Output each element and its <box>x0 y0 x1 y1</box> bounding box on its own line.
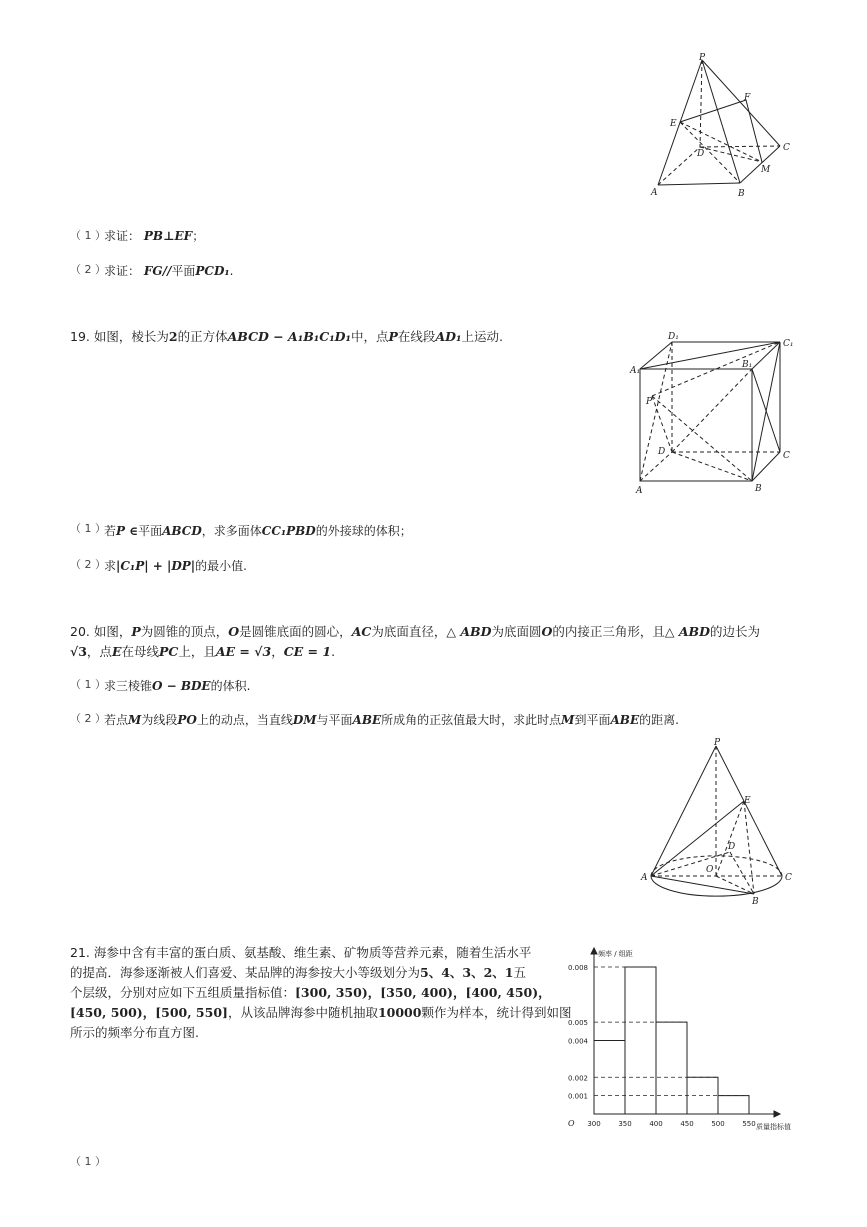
q18-part2-text: 求证： FG//平面PCD₁. <box>104 264 234 278</box>
x-tick-label: 450 <box>680 1120 694 1128</box>
q20-label: A <box>641 873 648 883</box>
q19-label: B <box>755 484 762 494</box>
q20-part1: （ 1 ） <box>70 678 106 691</box>
q19-label: C₁ <box>783 339 794 349</box>
q21-histogram <box>552 944 832 1136</box>
histogram-bar <box>625 967 656 1114</box>
q18-part2 <box>70 258 106 277</box>
q18-part1-text: 求证： PB⊥EF； <box>104 229 205 243</box>
q19-label: D <box>658 447 666 457</box>
q19-label: B₁ <box>742 360 753 370</box>
q19-label: D₁ <box>668 332 679 342</box>
x-tick-label: 300 <box>587 1120 601 1128</box>
y-axis-arrow <box>591 948 597 954</box>
q18-label: B <box>738 189 745 199</box>
part-number: （ 2 ） <box>70 263 106 276</box>
q18-label: E <box>670 119 677 129</box>
q21-line: 21. 海参中含有丰富的蛋白质、氨基酸、维生素、矿物质等营养元素，随着生活水平 <box>70 945 532 960</box>
q21-line: 所示的频率分布直方图. <box>70 1025 199 1040</box>
q18-part1 <box>70 224 106 243</box>
q20-stem-line1: 20. 如图，P为圆锥的顶点，O是圆锥底面的圆心，AC为底面直径，△ ABD为底面圆O的内接正三角形，且△ ABD的边长为 <box>70 624 760 639</box>
x-axis-label: 质量指标值 <box>756 1123 791 1131</box>
q18-label: C <box>783 143 790 153</box>
x-tick-label: 500 <box>711 1120 725 1128</box>
q18-label: P <box>699 53 706 63</box>
y-tick-label: 0.001 <box>567 1092 588 1101</box>
x-tick-label: 550 <box>742 1120 756 1128</box>
origin-label: O <box>568 1119 575 1128</box>
q21-line: 的提高．海参逐渐被人们喜爱、某品牌的海参按大小等级划分为5、4、3、2、1五 <box>70 965 527 980</box>
q20-label: C <box>785 873 792 883</box>
y-tick-label: 0.002 <box>567 1074 588 1083</box>
q19-label: A₁ <box>630 366 641 376</box>
q18-label: A <box>651 188 658 198</box>
q20-label: B <box>752 897 759 907</box>
q19-label: P <box>646 397 653 407</box>
q20-cone-figure <box>636 736 796 908</box>
q19-part2-text: 求|C₁P| + |DP|的最小值. <box>104 559 247 573</box>
q20-label: P <box>714 738 721 748</box>
y-tick-label: 0.008 <box>567 964 588 972</box>
q19-part1-text: 若P ∈平面ABCD，求多面体CC₁PBD的外接球的体积； <box>104 524 412 538</box>
part-number: （ 1 ） <box>70 229 106 242</box>
q19-cube-figure <box>628 328 798 498</box>
q18-pyramid-figure <box>640 50 800 200</box>
q20-label: D <box>728 842 736 852</box>
q19-stem: 19. 如图，棱长为2的正方体ABCD − A₁B₁C₁D₁中，点P在线段AD₁上运动. <box>70 329 503 344</box>
q20-label: E <box>744 796 751 806</box>
q21-stem <box>70 943 572 1043</box>
q20-part2-text: 若点M为线段PO上的动点，当直线DM与平面ABE所成角的正弦值最大时，求此时点M到平面ABE的距离. <box>104 713 679 727</box>
q19-part1: （ 1 ） <box>70 522 106 535</box>
q18-label: D <box>697 149 705 159</box>
q19-part2: （ 2 ） <box>70 558 106 571</box>
y-tick-label: 0.005 <box>567 1019 588 1028</box>
q20-stem-line2: √3，点E在母线PC上，且AE = √3，CE = 1. <box>70 644 336 659</box>
histogram-bar <box>656 1022 687 1114</box>
x-tick-label: 400 <box>649 1120 663 1128</box>
y-axis-label: 频率 / 组距 <box>598 950 633 958</box>
histogram-bar <box>718 1096 749 1114</box>
q18-label: M <box>761 165 771 175</box>
q20-label: O <box>706 865 714 875</box>
q20-part1-text: 求三棱锥O − BDE的体积. <box>104 679 251 693</box>
x-axis-arrow <box>774 1111 780 1117</box>
q20-part2: （ 2 ） <box>70 712 106 725</box>
q19-label: C <box>783 451 790 461</box>
x-tick-label: 350 <box>618 1120 632 1128</box>
q21-line: [450, 500)，[500, 550]，从该品牌海参中随机抽取10000颗作为样本，统计得到如图 <box>70 1005 572 1020</box>
y-tick-label: 0.004 <box>567 1037 588 1046</box>
q21-line: 个层级，分别对应如下五组质量指标值：[300, 350)，[350, 400)，[400, 450)， <box>70 985 551 1000</box>
q18-label: F <box>744 93 751 103</box>
q19-label: A <box>636 486 643 496</box>
q21-part1: （ 1 ） <box>70 1155 106 1168</box>
